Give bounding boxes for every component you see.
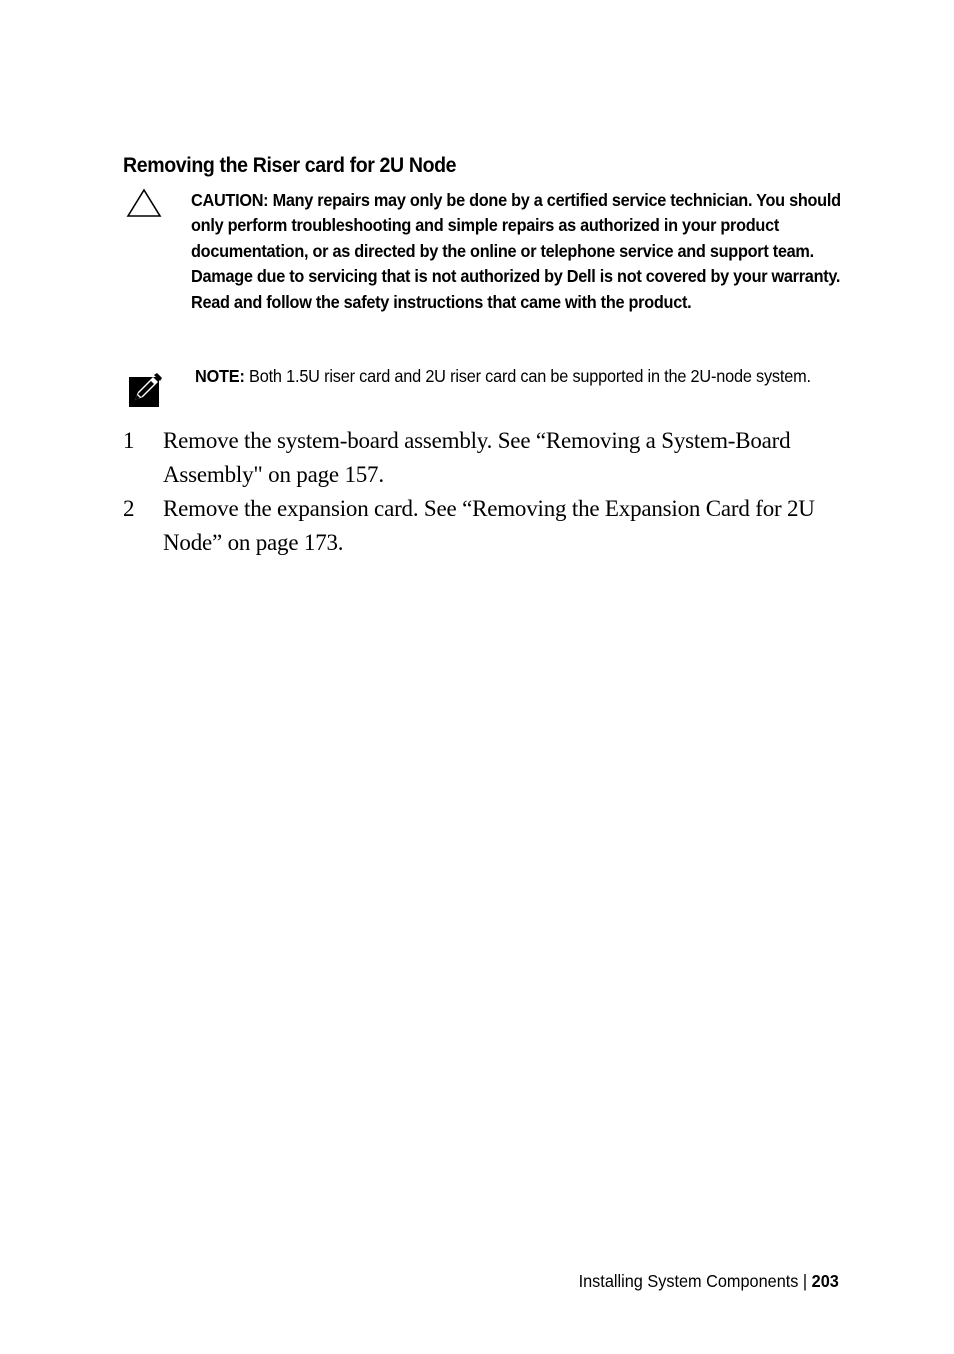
step-text: Remove the expansion card. See “Removing the Expansion Card for 2U Node” on page 173.	[163, 496, 815, 555]
procedure-steps	[123, 424, 843, 560]
note-body: Both 1.5U riser card and 2U riser card can be supported in the 2U-node system.	[244, 366, 811, 386]
section-heading: Removing the Riser card for 2U Node	[123, 154, 457, 177]
step-number: 2	[123, 496, 135, 521]
caution-triangle-icon	[126, 188, 162, 220]
step-text: Remove the system-board assembly. See “Removing a System-Board Assembly" on page 157.	[163, 428, 791, 487]
footer-section-title: Installing System Components |	[578, 1271, 812, 1291]
page-footer	[579, 1271, 839, 1292]
step-item	[123, 492, 843, 560]
note-text	[195, 364, 837, 390]
note-label: NOTE:	[195, 366, 245, 386]
step-number: 1	[123, 428, 135, 453]
caution-text: CAUTION: Many repairs may only be done by a certified service technician. You should only perform troubleshooting and simple repairs as authorized in your product documentation, or as directed by the online or telephone service and support team. Damage due to servicing that is not authorized by Dell is not covered by your warranty. Read and follow the safety instructions that came with the product.	[191, 190, 841, 312]
step-item	[123, 424, 843, 492]
page-number: 203	[811, 1271, 839, 1291]
note-pencil-icon	[129, 373, 162, 407]
